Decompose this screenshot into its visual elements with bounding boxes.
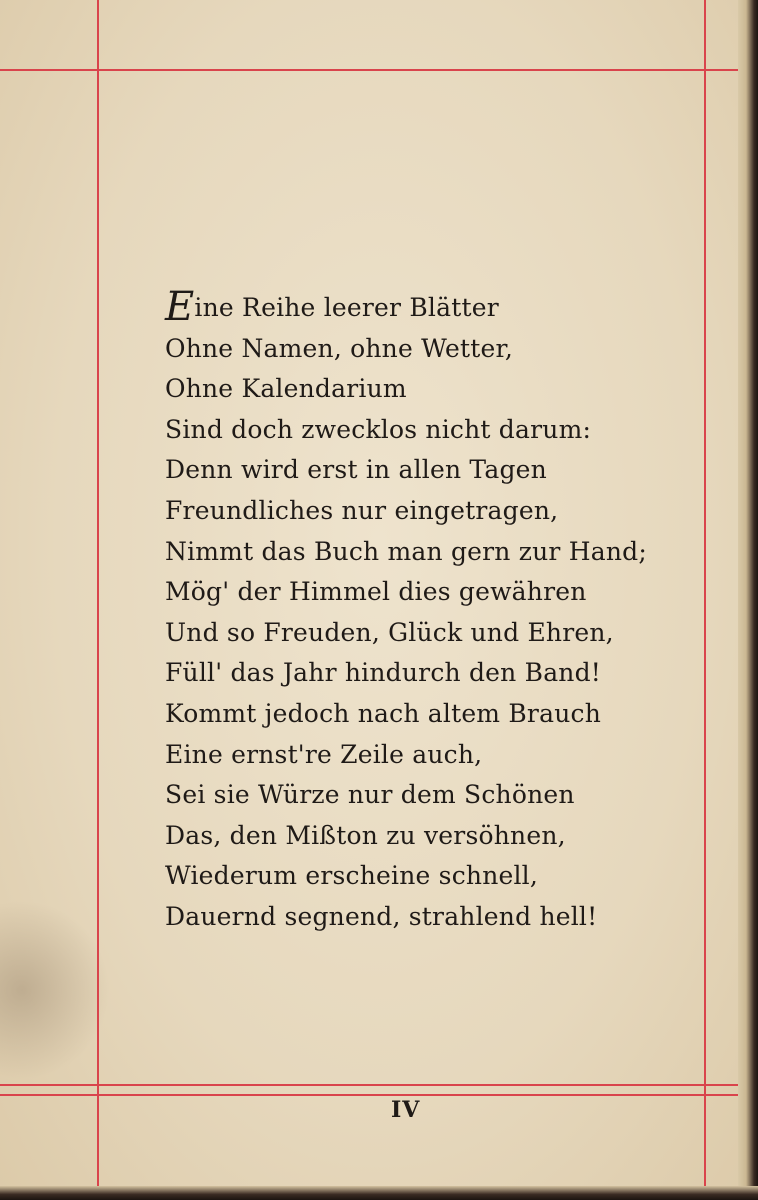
left-rule xyxy=(97,0,99,1188)
poem-line: Ohne Namen, ohne Wetter, xyxy=(165,333,514,363)
poem-line: Nimmt das Buch man gern zur Hand; xyxy=(165,536,647,566)
page-bottom-edge xyxy=(0,1186,758,1200)
top-rule xyxy=(0,69,740,71)
right-rule xyxy=(704,0,706,1188)
poem-line: Denn wird erst in allen Tagen xyxy=(165,455,547,485)
poem-line: Eine ernst're Zeile auch, xyxy=(165,739,483,769)
poem-line: Kommt jedoch nach altem Brauch xyxy=(165,698,601,728)
poem xyxy=(165,284,647,938)
bottom-rule-lower xyxy=(0,1094,740,1096)
paper-stain xyxy=(0,900,110,1080)
poem-line-1-text: ine Reihe leerer Blätter xyxy=(194,293,499,322)
poem-line: Sind doch zwecklos nicht darum: xyxy=(165,414,592,444)
poem-line-1 xyxy=(165,284,647,330)
poem-line: Wiederum erscheine schnell, xyxy=(165,861,539,891)
page-number: IV xyxy=(391,1097,421,1123)
poem-line: Sei sie Würze nur dem Schönen xyxy=(165,780,575,810)
bottom-rule-upper xyxy=(0,1084,740,1086)
drop-cap: E xyxy=(165,284,195,330)
book-spine-edge xyxy=(738,0,758,1200)
poem-line: Dauernd segnend, strahlend hell! xyxy=(165,901,598,931)
poem-line: Füll' das Jahr hindurch den Band! xyxy=(165,658,602,688)
poem-line: Ohne Kalendarium xyxy=(165,374,407,404)
poem-line: Und so Freuden, Glück und Ehren, xyxy=(165,617,614,647)
poem-line: Mög' der Himmel dies gewähren xyxy=(165,577,587,607)
poem-line: Freundliches nur eingetragen, xyxy=(165,495,559,525)
poem-line: Das, den Mißton zu versöhnen, xyxy=(165,820,566,850)
